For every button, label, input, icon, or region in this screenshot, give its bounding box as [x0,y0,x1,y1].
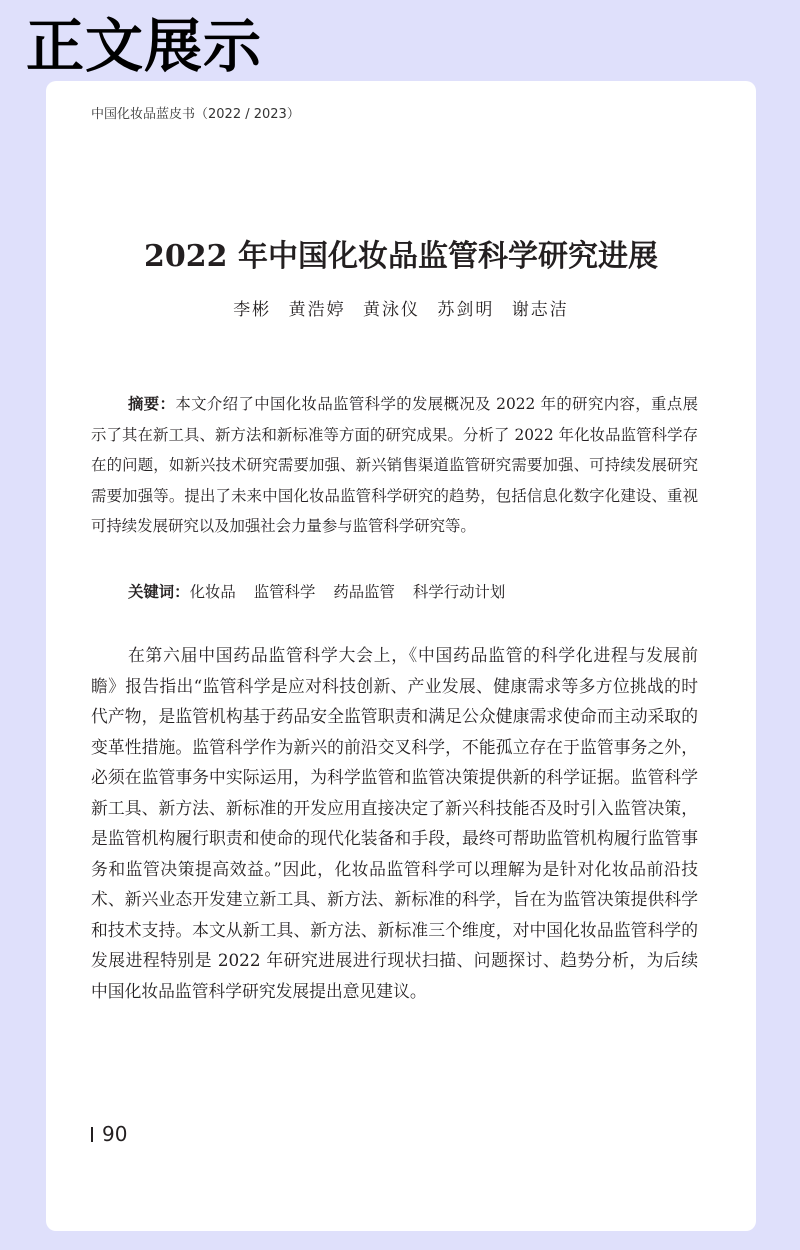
page-number [91,1121,127,1147]
running-header: 中国化妆品蓝皮书（2022 / 2023） [91,107,300,122]
keywords-line [128,577,523,607]
body-paragraph: 在第六届中国药品监管科学大会上，《中国药品监管的科学化进程与发展前瞻》报告指出“监管科学是应对科技创新、产业发展、健康需求等多方位挑战的时代产物，是监管机构基于药品安全监管职责和满足公众健康需求使命而主动采取的变革性措施。监管科学作为新兴的前沿交叉科学，不能孤立存在于监管事务之外，必须在监管事务中实际运用，为科学监管和监管决策提供新的科学证据。监管科学新工具、新方法、新标准的开发应用直接决定了新兴科技能否及时引入监管决策，是监管机构履行职责和使命的现代化装备和手段，最终可帮助监管机构履行监管事务和监管决策提高效益。”因此，化妆品监管科学可以理解为是针对化妆品前沿技术、新兴业态开发建立新工具、新方法、新标准的科学，旨在为监管决策提供科学和技术支持。本文从新工具、新方法、新标准三个维度，对中国化妆品监管科学的发展进程特别是 2022 年研究进展进行现状扫描、问题探讨、趋势分析，为后续中国化妆品监管科学研究发展提出意见建议。 [91,645,698,1001]
keyword: 监管科学 [253,583,316,601]
author-name: 谢志洁 [511,300,569,320]
author-name: 苏剑明 [437,300,495,320]
abstract-paragraph [91,389,698,542]
book-page [46,81,756,1231]
author-name: 黄浩婷 [288,300,346,320]
keywords-label: 关键词： [128,583,190,601]
page-number-rule [91,1127,93,1142]
author-name: 黄泳仪 [363,300,420,320]
keyword: 科学行动计划 [412,583,506,601]
keyword: 药品监管 [333,583,395,601]
article-title: 2022 年中国化妆品监管科学研究进展 [144,239,658,274]
keyword: 化妆品 [189,583,236,601]
author-name: 李彬 [233,300,272,320]
showcase-banner-title: 正文展示 [26,12,263,80]
page-number-value: 90 [102,1122,128,1146]
abstract-label: 摘要： [128,395,176,413]
author-list [46,297,756,323]
abstract-text: 本文介绍了中国化妆品监管科学的发展概况及 2022 年的研究内容，重点展示了其在新工具、新方法和新标准等方面的研究成果。分析了 2022 年化妆品监管科学存在的问题，如新兴技术研究需要加强、新兴销售渠道监管研究需要加强、可持续发展研究需要加强等。提出了未来中国化妆品监管科学研究的趋势，包括信息化数字化建设、重视可持续发展研究以及加强社会力量参与监管科学研究等。 [91,395,698,535]
